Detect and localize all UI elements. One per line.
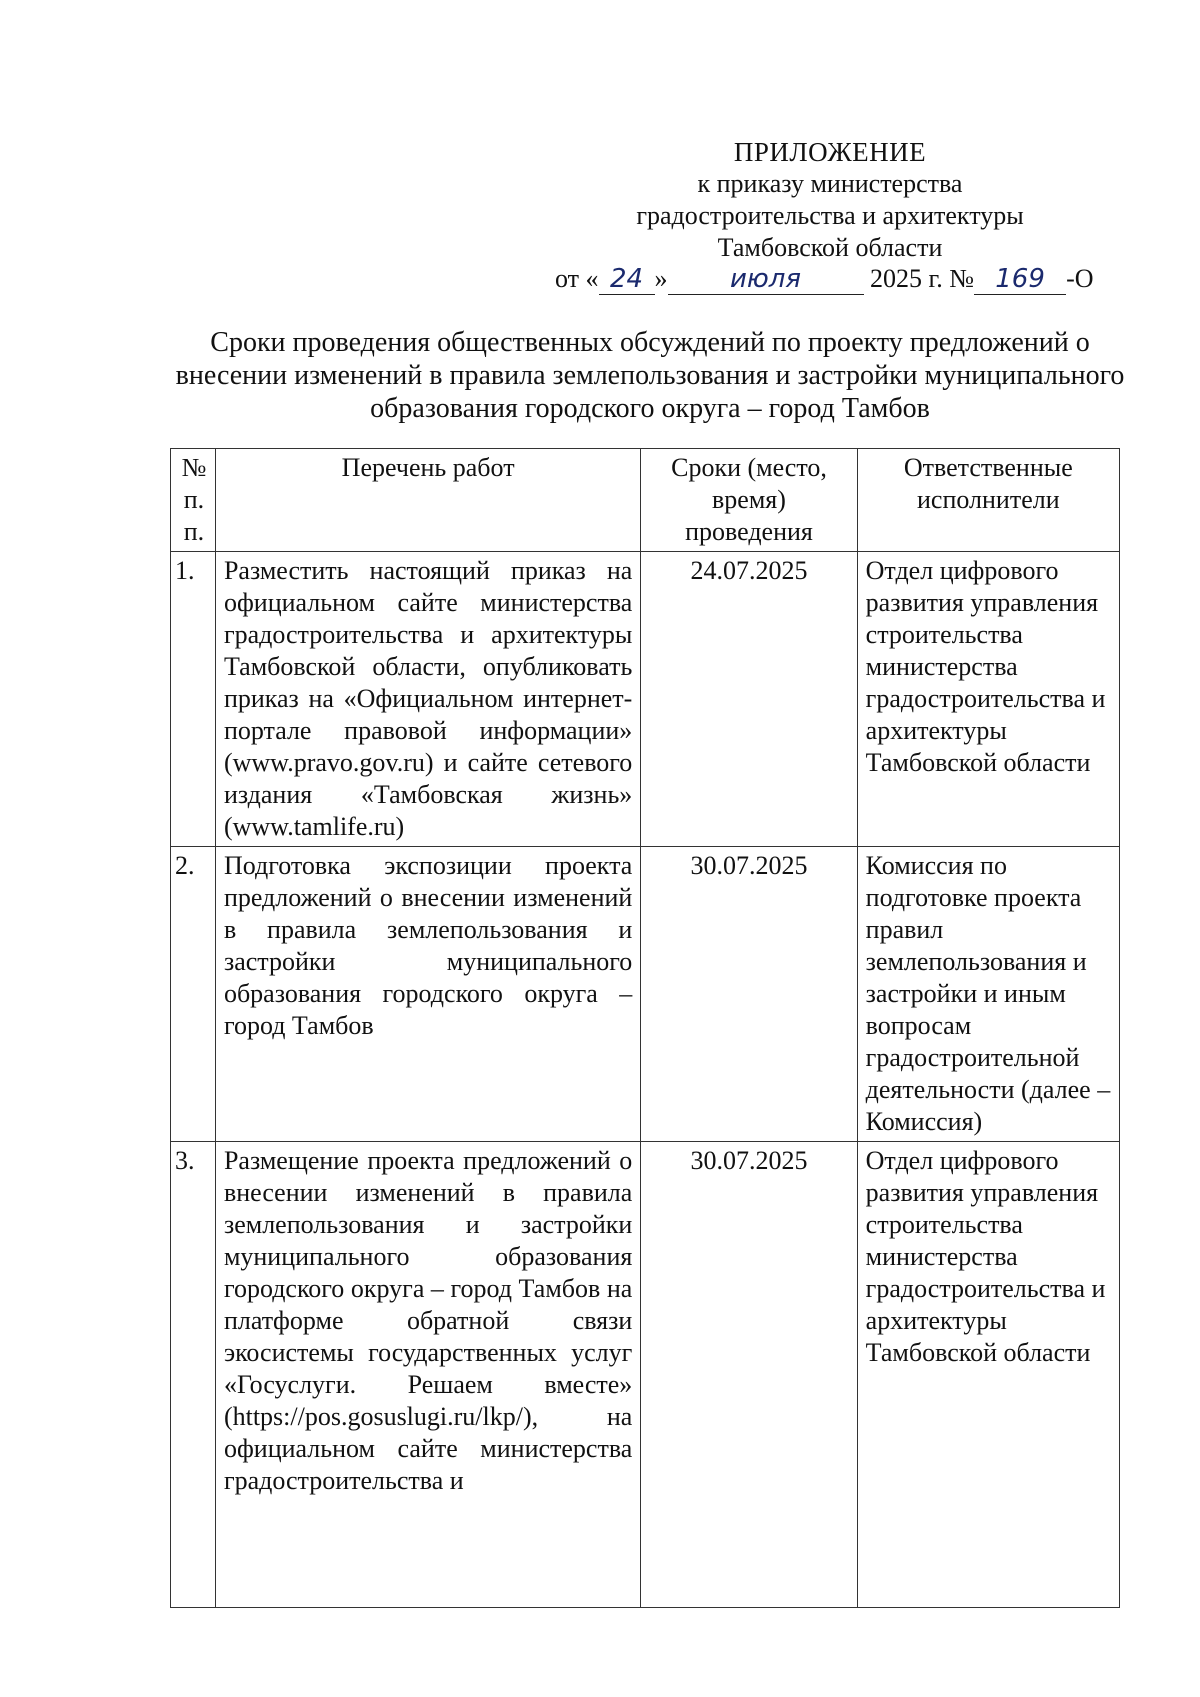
date-prefix: от « [555,264,599,293]
row-work: Разместить настоящий приказ на официальном сайте министерства градостроительства и архитектуры Тамбовской области, опубликовать приказ на «Официальном интернет-портале правовой информации» (www.pravo.gov.ru) и сайте сетевого издания «Тамбовская жизнь» (www.tamlife.ru) [215,552,640,847]
handwritten-month: июля [668,264,864,295]
appendix-line-2: градостроительства и архитектуры [636,201,1024,230]
row-work: Подготовка экспозиции проекта предложений о внесении изменений в правила землепользования и застройки муниципального образования городского округа – город Тамбов [215,847,640,1142]
row-num: 1. [171,552,216,847]
row-num: 2. [171,847,216,1142]
row-num: 3. [171,1142,216,1608]
appendix-line-1: к приказу министерства [697,169,963,198]
year-label: 2025 г. № [870,264,975,293]
header-date: Сроки (место, время) проведения [641,449,857,552]
appendix-line-3: Тамбовской области [717,233,943,262]
row-work: Размещение проекта предложений о внесении изменений в правила землепользования и застройки муниципального образования городского округа – город Тамбов на платформе обратной связи экосистемы государственных услуг «Госуслуги. Решаем вместе» (https://pos.gosuslugi.ru/lkp/), на официальном сайте министерства градостроительства и [215,1142,640,1608]
header-work: Перечень работ [215,449,640,552]
handwritten-order-number: 169 [974,264,1066,295]
header-resp: Ответственные исполнители [857,449,1119,552]
appendix-title: ПРИЛОЖЕНИЕ [733,137,927,167]
row-date: 24.07.2025 [641,552,857,847]
row-date: 30.07.2025 [641,1142,857,1608]
row-resp: Отдел цифрового развития управления строительства министерства градостроительства и архитектуры Тамбовской области [857,552,1119,847]
order-date-line [555,264,1094,295]
table-row [171,847,1120,1142]
table-row [171,1142,1120,1608]
header-num: № п. п. [171,449,216,552]
table-header-row [171,449,1120,552]
appendix-header [540,136,1120,264]
row-date: 30.07.2025 [641,847,857,1142]
row-resp: Отдел цифрового развития управления строительства министерства градостроительства и архитектуры Тамбовской области [857,1142,1119,1608]
quote-close: » [654,264,668,293]
number-suffix: -О [1066,264,1094,293]
row-resp: Комиссия по подготовке проекта правил землепользования и застройки и иным вопросам градостроительной деятельности (далее – Комиссия) [857,847,1119,1142]
handwritten-day: 24 [599,264,655,295]
document-heading: Сроки проведения общественных обсуждений по проекту предложений о внесении изменений в правила землепользования и застройки муниципального образования городского округа – город Тамбов [175,327,1125,424]
table-row [171,552,1120,847]
works-table [170,448,1120,1608]
